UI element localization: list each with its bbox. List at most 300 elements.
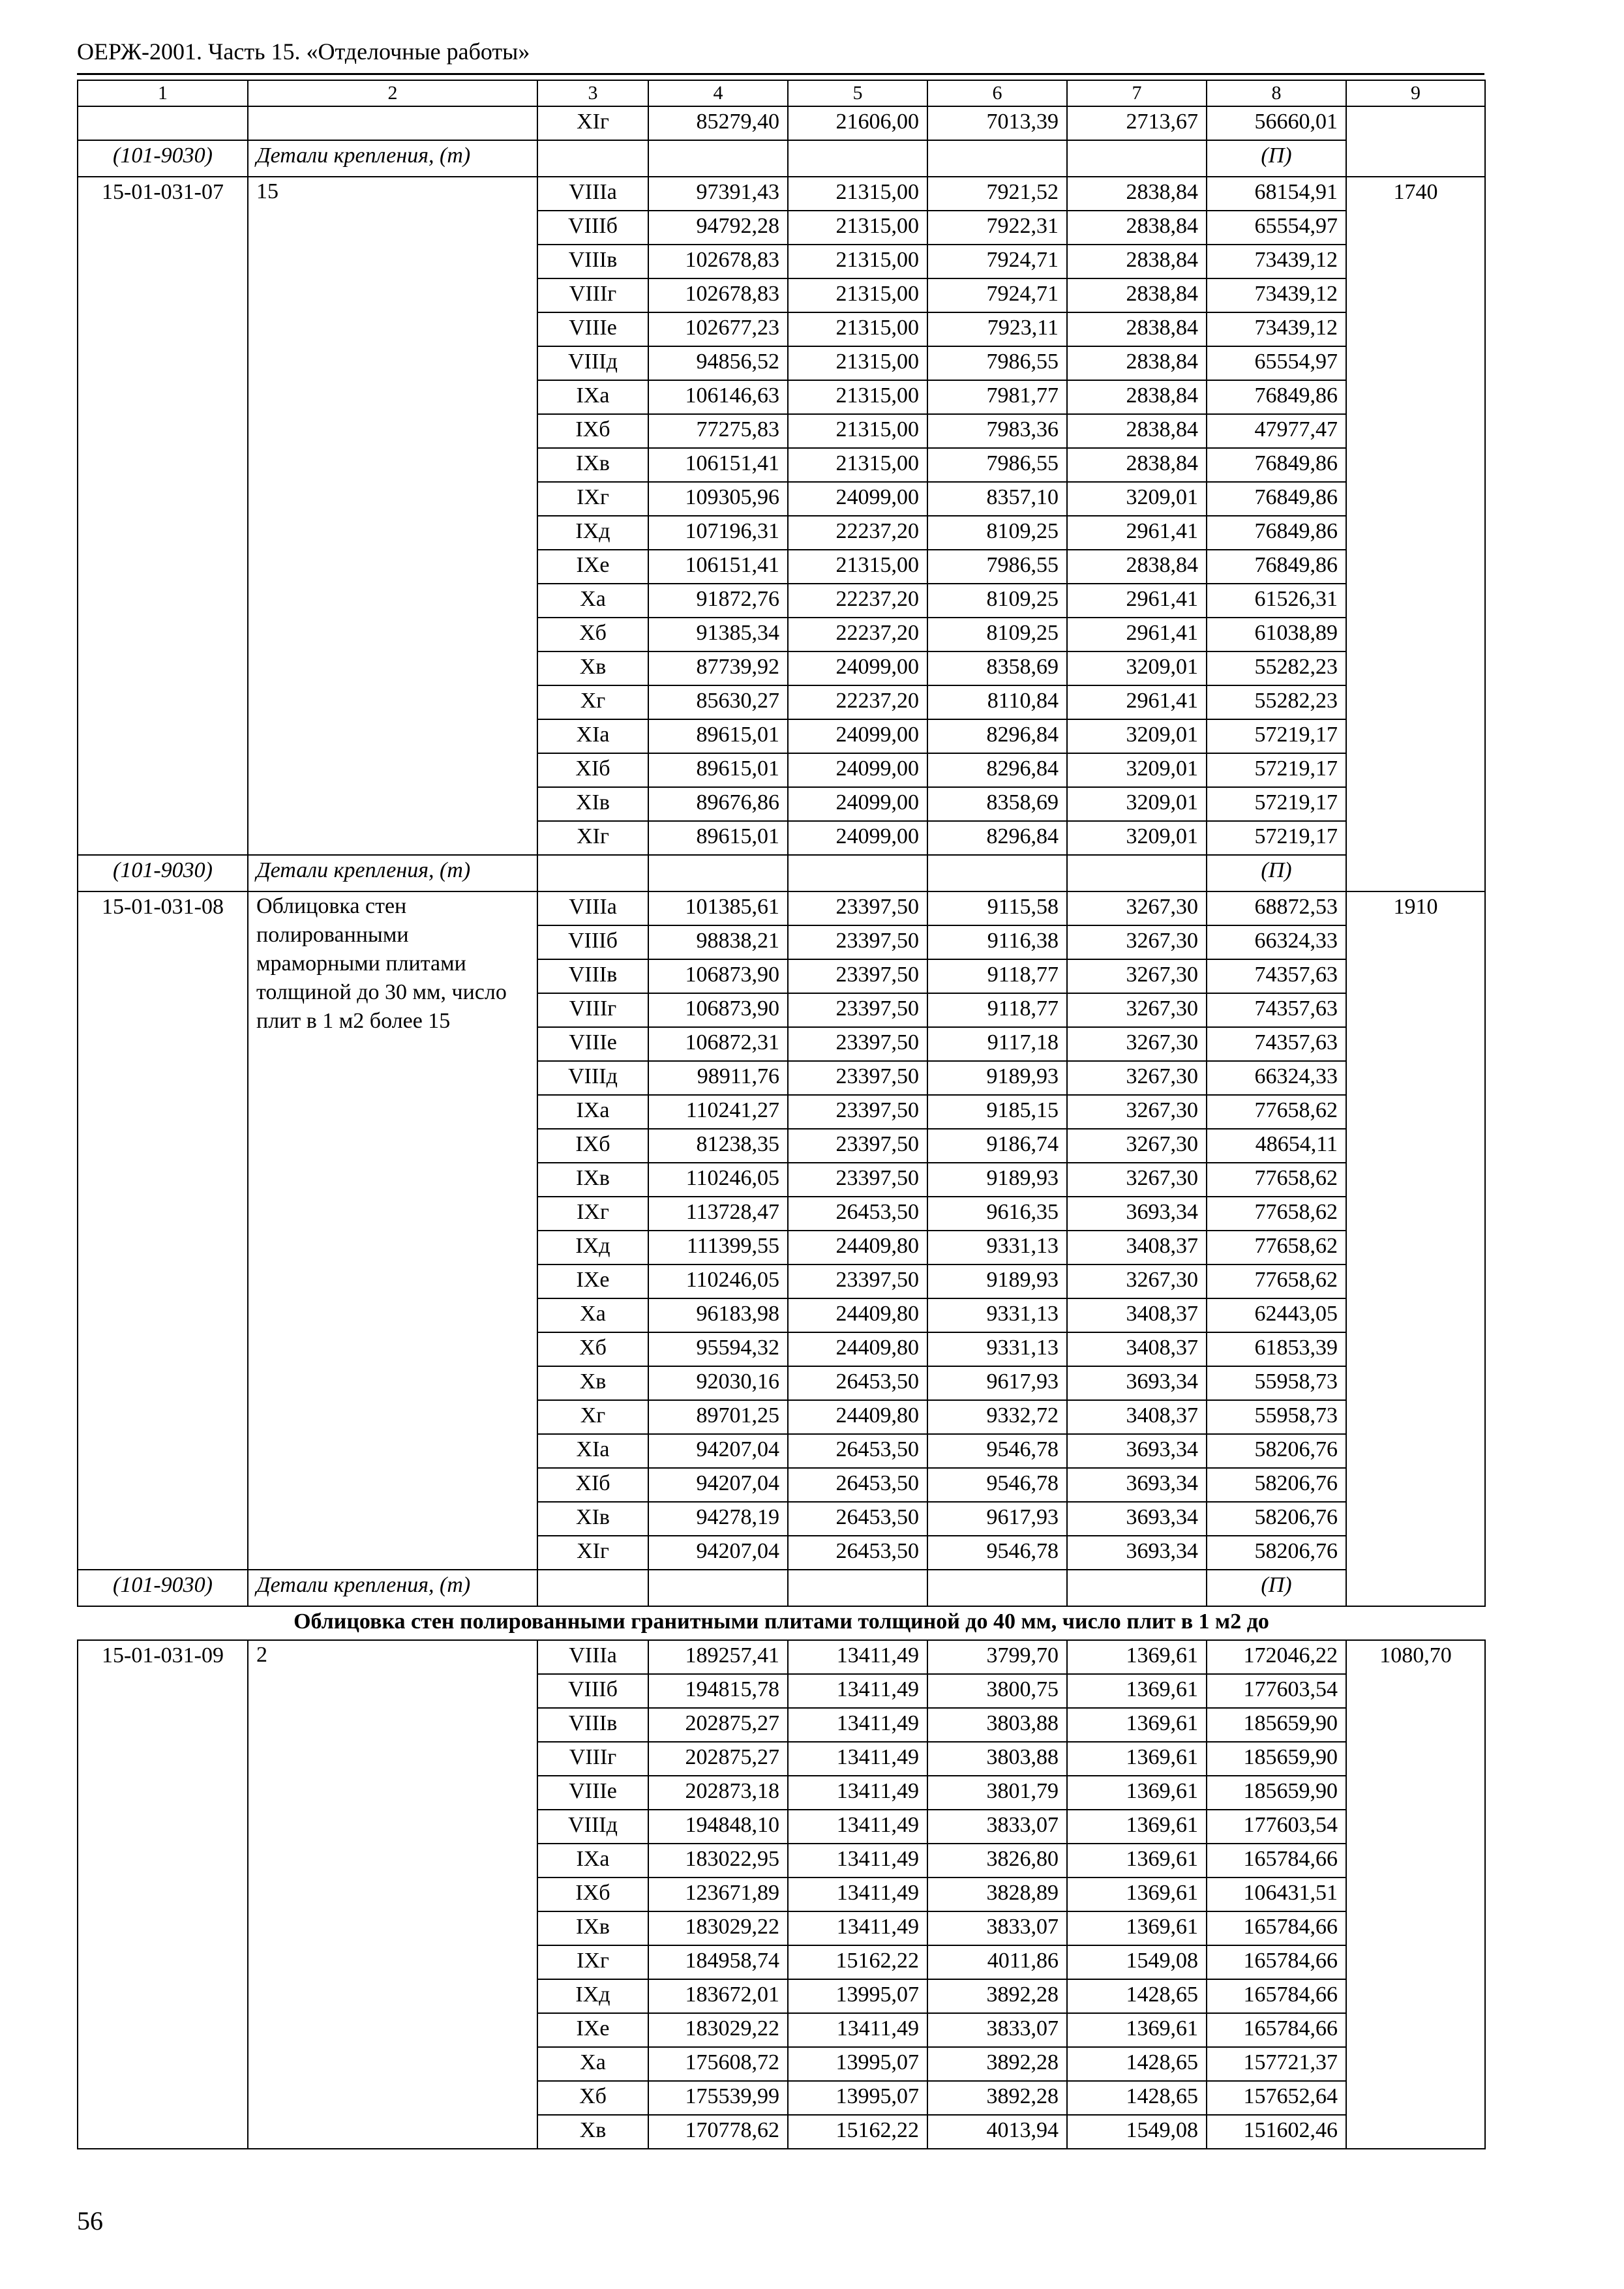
labor-cost: 13995,07	[788, 2047, 927, 2081]
machine-cost: 7013,39	[927, 106, 1067, 140]
operator-wage: 2838,84	[1067, 211, 1207, 245]
machine-cost: 7986,55	[927, 550, 1067, 584]
labor-cost: 26453,50	[788, 1366, 927, 1400]
empty-cell	[648, 1570, 788, 1606]
column-number: 6	[927, 80, 1067, 106]
operator-wage: 1369,61	[1067, 1640, 1207, 1674]
machine-cost: 8109,25	[927, 618, 1067, 651]
material-cost: 157652,64	[1207, 2081, 1346, 2115]
labor-cost: 24409,80	[788, 1332, 927, 1366]
empty-cell	[788, 140, 927, 177]
material-cost: 48654,11	[1207, 1129, 1346, 1163]
zone-code: VIIIв	[537, 959, 648, 993]
machine-cost: 3892,28	[927, 1979, 1067, 2013]
machine-cost: 3892,28	[927, 2047, 1067, 2081]
operator-wage: 1549,08	[1067, 1945, 1207, 1979]
operator-wage: 2838,84	[1067, 550, 1207, 584]
rate-description: 2	[248, 1640, 537, 2149]
operator-wage: 2838,84	[1067, 177, 1207, 211]
labor-cost: 13995,07	[788, 2081, 927, 2115]
machine-cost: 7924,71	[927, 278, 1067, 312]
total-cost: 92030,16	[648, 1366, 788, 1400]
zone-code: Xа	[537, 584, 648, 618]
material-cost: 58206,76	[1207, 1434, 1346, 1468]
total-cost: 89676,86	[648, 787, 788, 821]
material-cost: 76849,86	[1207, 448, 1346, 482]
material-cost: 58206,76	[1207, 1468, 1346, 1502]
labor-cost: 13411,49	[788, 1776, 927, 1810]
zone-code: IXд	[537, 1979, 648, 2013]
labor-cost: 21315,00	[788, 448, 927, 482]
machine-cost: 9617,93	[927, 1366, 1067, 1400]
zone-code: IXв	[537, 1163, 648, 1197]
column-number: 1	[78, 80, 248, 106]
total-cost: 98911,76	[648, 1061, 788, 1095]
rate-code: 15-01-031-09	[78, 1640, 248, 2149]
header-rule	[77, 73, 1484, 75]
zone-code: XIа	[537, 1434, 648, 1468]
material-cost: 185659,90	[1207, 1742, 1346, 1776]
zone-code: Xб	[537, 1332, 648, 1366]
total-cost: 106151,41	[648, 448, 788, 482]
total-cost: 89615,01	[648, 719, 788, 753]
operator-wage: 1369,61	[1067, 1911, 1207, 1945]
table-row	[78, 1640, 1485, 1674]
material-cost: 165784,66	[1207, 1979, 1346, 2013]
machine-cost: 9616,35	[927, 1197, 1067, 1231]
empty-cell	[788, 855, 927, 891]
material-cost: 61853,39	[1207, 1332, 1346, 1366]
labor-cost: 13411,49	[788, 1708, 927, 1742]
machine-cost: 7922,31	[927, 211, 1067, 245]
labor-cost: 24099,00	[788, 787, 927, 821]
material-cost: 66324,33	[1207, 1061, 1346, 1095]
machine-cost: 9332,72	[927, 1400, 1067, 1434]
machine-cost: 8358,69	[927, 787, 1067, 821]
labor-cost: 13411,49	[788, 1640, 927, 1674]
operator-wage: 3693,34	[1067, 1536, 1207, 1570]
zone-code: VIIIд	[537, 346, 648, 380]
material-footer-row	[78, 855, 1485, 891]
operator-wage: 3267,30	[1067, 959, 1207, 993]
total-cost: 194848,10	[648, 1810, 788, 1844]
column-number: 4	[648, 80, 788, 106]
total-cost: 98838,21	[648, 925, 788, 959]
material-name: Детали крепления, (т)	[248, 1570, 537, 1606]
machine-cost: 8358,69	[927, 651, 1067, 685]
operator-wage: 1369,61	[1067, 1844, 1207, 1878]
labor-cost: 26453,50	[788, 1197, 927, 1231]
material-flag: (П)	[1207, 140, 1346, 177]
operator-wage: 3267,30	[1067, 925, 1207, 959]
machine-cost: 9189,93	[927, 1163, 1067, 1197]
total-cost: 183029,22	[648, 2013, 788, 2047]
total-cost: 89701,25	[648, 1400, 788, 1434]
labor-cost: 23397,50	[788, 1163, 927, 1197]
total-cost: 183672,01	[648, 1979, 788, 2013]
labor-cost: 22237,20	[788, 685, 927, 719]
zone-code: IXе	[537, 550, 648, 584]
machine-cost: 9118,77	[927, 959, 1067, 993]
labor-cost: 24409,80	[788, 1400, 927, 1434]
material-cost: 62443,05	[1207, 1298, 1346, 1332]
total-cost: 106872,31	[648, 1027, 788, 1061]
operator-wage: 1428,65	[1067, 2047, 1207, 2081]
table-row	[78, 106, 1485, 140]
total-cost: 109305,96	[648, 482, 788, 516]
labor-cost: 23397,50	[788, 993, 927, 1027]
total-cost: 85279,40	[648, 106, 788, 140]
total-cost: 96183,98	[648, 1298, 788, 1332]
zone-code: Xв	[537, 1366, 648, 1400]
operator-wage: 3209,01	[1067, 787, 1207, 821]
machine-cost: 8296,84	[927, 821, 1067, 855]
material-cost: 74357,63	[1207, 1027, 1346, 1061]
zone-code: VIIIд	[537, 1061, 648, 1095]
material-cost: 165784,66	[1207, 1911, 1346, 1945]
machine-cost: 3803,88	[927, 1742, 1067, 1776]
material-cost: 55958,73	[1207, 1366, 1346, 1400]
material-cost: 185659,90	[1207, 1708, 1346, 1742]
empty-cell	[1067, 855, 1207, 891]
zone-code: IXа	[537, 1095, 648, 1129]
operator-wage: 3209,01	[1067, 651, 1207, 685]
machine-cost: 9118,77	[927, 993, 1067, 1027]
machine-cost: 3801,79	[927, 1776, 1067, 1810]
material-cost: 56660,01	[1207, 106, 1346, 140]
labor-cost: 21315,00	[788, 380, 927, 414]
operator-wage: 2961,41	[1067, 516, 1207, 550]
total-cost: 102678,83	[648, 278, 788, 312]
material-cost: 73439,12	[1207, 245, 1346, 278]
machine-cost: 8296,84	[927, 719, 1067, 753]
material-cost: 76849,86	[1207, 550, 1346, 584]
total-cost: 91385,34	[648, 618, 788, 651]
labor-hours: 1740	[1346, 177, 1485, 891]
operator-wage: 2713,67	[1067, 106, 1207, 140]
material-cost: 76849,86	[1207, 380, 1346, 414]
zone-code: VIIIа	[537, 1640, 648, 1674]
machine-cost: 7986,55	[927, 346, 1067, 380]
zone-code: IXа	[537, 1844, 648, 1878]
total-cost: 184958,74	[648, 1945, 788, 1979]
machine-cost: 3828,89	[927, 1878, 1067, 1911]
labor-cost: 21315,00	[788, 312, 927, 346]
operator-wage: 1369,61	[1067, 1776, 1207, 1810]
material-code: (101-9030)	[78, 855, 248, 891]
operator-wage: 3267,30	[1067, 1061, 1207, 1095]
zone-code: Xг	[537, 1400, 648, 1434]
total-cost: 85630,27	[648, 685, 788, 719]
machine-cost: 3800,75	[927, 1674, 1067, 1708]
material-cost: 172046,22	[1207, 1640, 1346, 1674]
total-cost: 81238,35	[648, 1129, 788, 1163]
zone-code: IXе	[537, 1264, 648, 1298]
operator-wage: 1549,08	[1067, 2115, 1207, 2149]
operator-wage: 1369,61	[1067, 1708, 1207, 1742]
machine-cost: 9617,93	[927, 1502, 1067, 1536]
material-cost: 58206,76	[1207, 1502, 1346, 1536]
empty-cell	[788, 1570, 927, 1606]
material-cost: 58206,76	[1207, 1536, 1346, 1570]
operator-wage: 2838,84	[1067, 448, 1207, 482]
section-title: Облицовка стен полированными гранитными плитами толщиной до 40 мм, число плит в 1 м2 до	[78, 1606, 1485, 1640]
operator-wage: 3693,34	[1067, 1197, 1207, 1231]
labor-cost: 24099,00	[788, 719, 927, 753]
machine-cost: 8109,25	[927, 584, 1067, 618]
zone-code: Xг	[537, 685, 648, 719]
operator-wage: 3693,34	[1067, 1434, 1207, 1468]
labor-cost: 24099,00	[788, 753, 927, 787]
operator-wage: 3267,30	[1067, 891, 1207, 925]
labor-cost: 26453,50	[788, 1502, 927, 1536]
section-title-row	[78, 1606, 1485, 1640]
total-cost: 111399,55	[648, 1231, 788, 1264]
material-cost: 73439,12	[1207, 312, 1346, 346]
zone-code: IXд	[537, 1231, 648, 1264]
labor-cost: 13995,07	[788, 1979, 927, 2013]
material-name: Детали крепления, (т)	[248, 140, 537, 177]
material-code: (101-9030)	[78, 140, 248, 177]
labor-cost: 24099,00	[788, 651, 927, 685]
zone-code: IXг	[537, 1945, 648, 1979]
labor-hours: 1910	[1346, 891, 1485, 1606]
empty-cell	[927, 140, 1067, 177]
material-cost: 55958,73	[1207, 1400, 1346, 1434]
material-cost: 61526,31	[1207, 584, 1346, 618]
total-cost: 106146,63	[648, 380, 788, 414]
labor-cost: 13411,49	[788, 1742, 927, 1776]
operator-wage: 2838,84	[1067, 278, 1207, 312]
zone-code: IXб	[537, 414, 648, 448]
empty-cell	[927, 855, 1067, 891]
total-cost: 94207,04	[648, 1468, 788, 1502]
material-cost: 57219,17	[1207, 753, 1346, 787]
material-cost: 76849,86	[1207, 482, 1346, 516]
labor-cost: 23397,50	[788, 1129, 927, 1163]
empty-cell	[648, 140, 788, 177]
zone-code: IXд	[537, 516, 648, 550]
zone-code: Xа	[537, 2047, 648, 2081]
labor-cost: 13411,49	[788, 1810, 927, 1844]
machine-cost: 9116,38	[927, 925, 1067, 959]
zone-code: XIг	[537, 1536, 648, 1570]
zone-code: VIIIг	[537, 1742, 648, 1776]
labor-cost: 21606,00	[788, 106, 927, 140]
column-number: 9	[1346, 80, 1485, 106]
material-cost: 57219,17	[1207, 719, 1346, 753]
zone-code: VIIIв	[537, 245, 648, 278]
zone-code: XIб	[537, 753, 648, 787]
material-cost: 74357,63	[1207, 993, 1346, 1027]
machine-cost: 8110,84	[927, 685, 1067, 719]
operator-wage: 2961,41	[1067, 584, 1207, 618]
machine-cost: 9331,13	[927, 1231, 1067, 1264]
material-cost: 77658,62	[1207, 1231, 1346, 1264]
zone-code: IXа	[537, 380, 648, 414]
total-cost: 183022,95	[648, 1844, 788, 1878]
rates-table	[77, 80, 1486, 2149]
labor-cost: 23397,50	[788, 925, 927, 959]
machine-cost: 4013,94	[927, 2115, 1067, 2149]
zone-code: VIIIб	[537, 211, 648, 245]
zone-code: Xв	[537, 2115, 648, 2149]
zone-code: VIIIе	[537, 1776, 648, 1810]
column-number: 7	[1067, 80, 1207, 106]
operator-wage: 3267,30	[1067, 993, 1207, 1027]
page-header: ОЕРЖ-2001. Часть 15. «Отделочные работы»	[77, 38, 530, 65]
material-cost: 76849,86	[1207, 516, 1346, 550]
operator-wage: 3267,30	[1067, 1163, 1207, 1197]
machine-cost: 3833,07	[927, 2013, 1067, 2047]
operator-wage: 2838,84	[1067, 346, 1207, 380]
operator-wage: 3408,37	[1067, 1332, 1207, 1366]
total-cost: 95594,32	[648, 1332, 788, 1366]
material-cost: 77658,62	[1207, 1264, 1346, 1298]
operator-wage: 3408,37	[1067, 1231, 1207, 1264]
material-footer-row	[78, 140, 1485, 177]
material-cost: 57219,17	[1207, 821, 1346, 855]
operator-wage: 1428,65	[1067, 2081, 1207, 2115]
labor-cost: 21315,00	[788, 346, 927, 380]
total-cost: 110241,27	[648, 1095, 788, 1129]
material-cost: 73439,12	[1207, 278, 1346, 312]
labor-cost: 21315,00	[788, 550, 927, 584]
table-row	[78, 177, 1485, 211]
operator-wage: 3209,01	[1067, 821, 1207, 855]
operator-wage: 2838,84	[1067, 245, 1207, 278]
total-cost: 175539,99	[648, 2081, 788, 2115]
zone-code: IXг	[537, 482, 648, 516]
labor-cost: 21315,00	[788, 245, 927, 278]
machine-cost: 3826,80	[927, 1844, 1067, 1878]
zone-code: XIб	[537, 1468, 648, 1502]
machine-cost: 9189,93	[927, 1061, 1067, 1095]
material-cost: 185659,90	[1207, 1776, 1346, 1810]
labor-cost: 26453,50	[788, 1536, 927, 1570]
zone-code: IXв	[537, 1911, 648, 1945]
total-cost: 102677,23	[648, 312, 788, 346]
machine-cost: 9331,13	[927, 1298, 1067, 1332]
labor-cost: 24409,80	[788, 1231, 927, 1264]
labor-cost: 26453,50	[788, 1468, 927, 1502]
total-cost: 110246,05	[648, 1264, 788, 1298]
machine-cost: 7923,11	[927, 312, 1067, 346]
labor-cost: 21315,00	[788, 278, 927, 312]
machine-cost: 9331,13	[927, 1332, 1067, 1366]
machine-cost: 7921,52	[927, 177, 1067, 211]
operator-wage: 1369,61	[1067, 2013, 1207, 2047]
operator-wage: 2838,84	[1067, 380, 1207, 414]
labor-cost: 13411,49	[788, 1844, 927, 1878]
operator-wage: 1369,61	[1067, 1810, 1207, 1844]
material-footer-row	[78, 1570, 1485, 1606]
labor-cost: 23397,50	[788, 1095, 927, 1129]
zone-code: VIIIб	[537, 925, 648, 959]
labor-cost: 23397,50	[788, 891, 927, 925]
total-cost: 89615,01	[648, 753, 788, 787]
labor-cost: 23397,50	[788, 1264, 927, 1298]
zone-code: XIг	[537, 106, 648, 140]
material-cost: 61038,89	[1207, 618, 1346, 651]
operator-wage: 3267,30	[1067, 1095, 1207, 1129]
operator-wage: 2838,84	[1067, 312, 1207, 346]
total-cost: 94207,04	[648, 1536, 788, 1570]
operator-wage: 3693,34	[1067, 1366, 1207, 1400]
operator-wage: 1369,61	[1067, 1742, 1207, 1776]
total-cost: 102678,83	[648, 245, 788, 278]
labor-cost: 24099,00	[788, 821, 927, 855]
zone-code: VIIIа	[537, 177, 648, 211]
machine-cost: 8296,84	[927, 753, 1067, 787]
material-cost: 55282,23	[1207, 651, 1346, 685]
labor-cost: 13411,49	[788, 1674, 927, 1708]
machine-cost: 4011,86	[927, 1945, 1067, 1979]
material-cost: 65554,97	[1207, 211, 1346, 245]
material-cost: 77658,62	[1207, 1095, 1346, 1129]
labor-cost: 21315,00	[788, 414, 927, 448]
empty-cell	[537, 140, 648, 177]
column-number: 5	[788, 80, 927, 106]
zone-code: VIIIг	[537, 278, 648, 312]
total-cost: 101385,61	[648, 891, 788, 925]
zone-code: XIв	[537, 787, 648, 821]
machine-cost: 9546,78	[927, 1536, 1067, 1570]
zone-code: Xб	[537, 618, 648, 651]
zone-code: Xв	[537, 651, 648, 685]
total-cost: 77275,83	[648, 414, 788, 448]
labor-cost: 15162,22	[788, 2115, 927, 2149]
labor-cost: 22237,20	[788, 618, 927, 651]
machine-cost: 7981,77	[927, 380, 1067, 414]
labor-hours	[1346, 106, 1485, 177]
machine-cost: 8357,10	[927, 482, 1067, 516]
material-cost: 74357,63	[1207, 959, 1346, 993]
operator-wage: 1369,61	[1067, 1878, 1207, 1911]
machine-cost: 3803,88	[927, 1708, 1067, 1742]
machine-cost: 9185,15	[927, 1095, 1067, 1129]
total-cost: 113728,47	[648, 1197, 788, 1231]
machine-cost: 3892,28	[927, 2081, 1067, 2115]
labor-cost: 23397,50	[788, 1061, 927, 1095]
total-cost: 107196,31	[648, 516, 788, 550]
total-cost: 194815,78	[648, 1674, 788, 1708]
operator-wage: 3267,30	[1067, 1027, 1207, 1061]
operator-wage: 1369,61	[1067, 1674, 1207, 1708]
material-cost: 165784,66	[1207, 1945, 1346, 1979]
material-cost: 165784,66	[1207, 2013, 1346, 2047]
labor-cost: 22237,20	[788, 516, 927, 550]
zone-code: VIIIе	[537, 1027, 648, 1061]
zone-code: VIIIв	[537, 1708, 648, 1742]
operator-wage: 3408,37	[1067, 1400, 1207, 1434]
total-cost: 123671,89	[648, 1878, 788, 1911]
machine-cost: 3833,07	[927, 1911, 1067, 1945]
zone-code: IXв	[537, 448, 648, 482]
labor-cost: 15162,22	[788, 1945, 927, 1979]
machine-cost: 9115,58	[927, 891, 1067, 925]
material-cost: 151602,46	[1207, 2115, 1346, 2149]
material-code: (101-9030)	[78, 1570, 248, 1606]
total-cost: 183029,22	[648, 1911, 788, 1945]
total-cost: 91872,76	[648, 584, 788, 618]
total-cost: 87739,92	[648, 651, 788, 685]
machine-cost: 7983,36	[927, 414, 1067, 448]
total-cost: 94278,19	[648, 1502, 788, 1536]
column-number: 8	[1207, 80, 1346, 106]
empty-cell	[927, 1570, 1067, 1606]
machine-cost: 7924,71	[927, 245, 1067, 278]
